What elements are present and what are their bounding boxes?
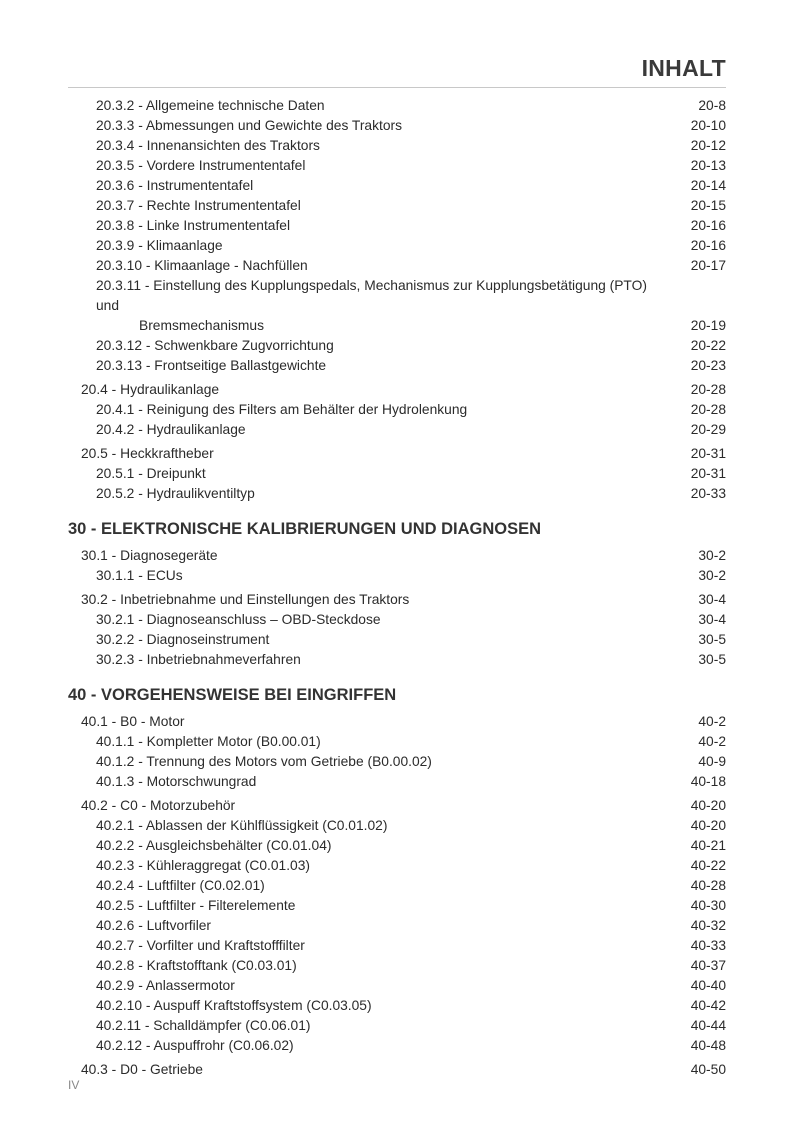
toc-entry-title: 40.2.7 - Vorfilter und Kraftstofffilter: [96, 938, 305, 953]
toc-entry-title: 20.3.12 - Schwenkbare Zugvorrichtung: [96, 338, 334, 353]
toc-entry-title: 40.2.11 - Schalldämpfer (C0.06.01): [96, 1018, 311, 1033]
toc-entry-title-continuation: Bremsmechanismus: [139, 318, 264, 333]
toc-entry-title-line: 20.3.11 - Einstellung des Kupplungspedals, Mechanismus zur Kupplungsbetätigung (PTO) und: [96, 278, 647, 313]
toc-entry-page: 40-2: [698, 714, 726, 729]
toc-entry-page: 20-16: [690, 238, 726, 253]
toc-entry-title: 40.2.6 - Luftvorfiler: [96, 918, 212, 933]
toc-entry[interactable]: [68, 196, 726, 216]
toc-entry[interactable]: [68, 176, 726, 196]
toc-entry-title: 40.2.4 - Luftfilter (C0.02.01): [96, 878, 265, 893]
toc-entry-title: 20.5 - Heckkraftheber: [81, 446, 214, 461]
toc-entry-page: 20-17: [690, 258, 726, 273]
toc-entry[interactable]: [68, 752, 726, 772]
toc-entry-page: 20-16: [690, 218, 726, 233]
toc-entry-title: 30.2.2 - Diagnoseinstrument: [96, 632, 270, 647]
toc-entry[interactable]: [68, 256, 726, 276]
toc-entry-page: 40-30: [690, 898, 726, 913]
toc-entry-page: 30-4: [698, 592, 726, 607]
toc-entry-page: 40-18: [690, 774, 726, 789]
toc-entry-title: 40.2 - C0 - Motorzubehör: [81, 798, 236, 813]
toc-group: [68, 712, 726, 792]
toc-entry-title: 20.3.9 - Klimaanlage: [96, 238, 223, 253]
toc-group: [68, 444, 726, 504]
toc-entry[interactable]: [68, 356, 726, 376]
toc-entry-page: 40-9: [698, 754, 726, 769]
toc-entry-page: 40-48: [690, 1038, 726, 1053]
toc-entry[interactable]: [68, 336, 726, 356]
toc-entry[interactable]: [68, 236, 726, 256]
section-heading: 30 - ELEKTRONISCHE KALIBRIERUNGEN UND DIAGNOSEN: [68, 520, 542, 538]
toc-entry-title: 20.4.2 - Hydraulikanlage: [96, 422, 246, 437]
toc-entry[interactable]: [68, 464, 726, 484]
toc-entry-title: 20.3.13 - Frontseitige Ballastgewichte: [96, 358, 327, 373]
toc-entry-title: 40.2.1 - Ablassen der Kühlflüssigkeit (C0.01.02): [96, 818, 388, 833]
toc-entry[interactable]: [68, 546, 726, 566]
toc-entry[interactable]: [68, 876, 726, 896]
toc-entry-page: 40-42: [690, 998, 726, 1013]
toc-entry[interactable]: [68, 116, 726, 136]
toc-entry-title: 20.3.6 - Instrumententafel: [96, 178, 254, 193]
toc-entry-page: 20-22: [690, 338, 726, 353]
toc-entry[interactable]: [68, 136, 726, 156]
toc-entry-page: 20-33: [690, 486, 726, 501]
toc-entry-title: 20.3.5 - Vordere Instrumententafel: [96, 158, 306, 173]
toc-entry-title: 40.1.2 - Trennung des Motors vom Getriebe (B0.00.02): [96, 754, 432, 769]
toc-entry-title: 20.4.1 - Reinigung des Filters am Behälter der Hydrolenkung: [96, 402, 468, 417]
toc-entry-page: 40-37: [690, 958, 726, 973]
toc-entry-page: 30-5: [698, 632, 726, 647]
header-divider: [68, 87, 726, 88]
toc-entry-page: 20-10: [690, 118, 726, 133]
toc-entry-page: 40-40: [690, 978, 726, 993]
toc-entry-page: 30-4: [698, 612, 726, 627]
toc-entry-page: 40-44: [690, 1018, 726, 1033]
toc-entry-page: 40-50: [690, 1062, 726, 1077]
toc-entry[interactable]: [68, 96, 726, 116]
toc-entry-title: 20.3.4 - Innenansichten des Traktors: [96, 138, 320, 153]
toc-entry[interactable]: [68, 650, 726, 670]
toc-entry-title: 30.2 - Inbetriebnahme und Einstellungen des Traktors: [81, 592, 410, 607]
toc-entry-page: 40-20: [690, 818, 726, 833]
toc-entry[interactable]: [68, 484, 726, 504]
toc-group: [68, 96, 726, 376]
toc-entry-page: 20-12: [690, 138, 726, 153]
toc-entry-title: 40.1.1 - Kompletter Motor (B0.00.01): [96, 734, 321, 749]
toc-entry[interactable]: [68, 610, 726, 630]
toc-entry[interactable]: [68, 1016, 726, 1036]
toc-entry-page: 30-5: [698, 652, 726, 667]
toc-group: [68, 380, 726, 440]
toc-entry-page: 30-2: [698, 548, 726, 563]
toc-entry-page: 20-23: [690, 358, 726, 373]
page-number: IV: [68, 1078, 80, 1092]
toc-group: [68, 590, 726, 670]
toc-entry[interactable]: [68, 996, 726, 1016]
toc-entry-title: 20.3.8 - Linke Instrumententafel: [96, 218, 291, 233]
toc-entry-title: 20.5.2 - Hydraulikventiltyp: [96, 486, 255, 501]
toc-entry-title: 40.2.8 - Kraftstofftank (C0.03.01): [96, 958, 297, 973]
toc-entry[interactable]: [68, 772, 726, 792]
toc-entry-title: 30.2.3 - Inbetriebnahmeverfahren: [96, 652, 301, 667]
toc-entry-page: 20-31: [690, 446, 726, 461]
toc-entry[interactable]: [68, 590, 726, 610]
toc-entry-page: 40-22: [690, 858, 726, 873]
toc-entry-title: 20.5.1 - Dreipunkt: [96, 466, 206, 481]
toc-entry[interactable]: [68, 816, 726, 836]
toc-entry-page: 40-2: [698, 734, 726, 749]
toc-entry-title: 20.3.3 - Abmessungen und Gewichte des Traktors: [96, 118, 403, 133]
toc-entry-page: 40-20: [690, 798, 726, 813]
toc-entry-page: 20-31: [690, 466, 726, 481]
toc-entry-title: 40.2.12 - Auspuffrohr (C0.06.02): [96, 1038, 294, 1053]
toc-entry[interactable]: [68, 630, 726, 650]
toc-entry-title: 20.3.2 - Allgemeine technische Daten: [96, 98, 325, 113]
toc-entry[interactable]: [68, 216, 726, 236]
toc-entry-title: 20.3.7 - Rechte Instrumententafel: [96, 198, 301, 213]
toc-entry-title: 20.4 - Hydraulikanlage: [81, 382, 220, 397]
toc-entry[interactable]: [68, 956, 726, 976]
toc-group: [68, 546, 726, 586]
toc-entry[interactable]: [68, 796, 726, 816]
toc-entry-title: 40.1 - B0 - Motor: [81, 714, 185, 729]
toc-group: [68, 796, 726, 1056]
toc-entry-page: 20-29: [690, 422, 726, 437]
toc-entry[interactable]: [68, 1060, 726, 1080]
toc-entry-title: 30.1 - Diagnosegeräte: [81, 548, 218, 563]
toc-entry-page: 20-13: [690, 158, 726, 173]
toc-entry-title: [68, 276, 666, 336]
toc-entry[interactable]: [68, 156, 726, 176]
toc-entry-page: 40-32: [690, 918, 726, 933]
toc-entry[interactable]: [68, 732, 726, 752]
toc-entry[interactable]: [68, 936, 726, 956]
toc-entry[interactable]: [68, 400, 726, 420]
toc-entry[interactable]: [68, 712, 726, 732]
toc-entry-page: 30-2: [698, 568, 726, 583]
toc-entry-title: 40.2.3 - Kühleraggregat (C0.01.03): [96, 858, 310, 873]
toc-entry[interactable]: [68, 444, 726, 464]
toc-entry-page: 40-21: [690, 838, 726, 853]
toc-entry[interactable]: [68, 896, 726, 916]
toc-entry-title: 40.1.3 - Motorschwungrad: [96, 774, 257, 789]
toc-entry-page: 20-28: [690, 382, 726, 397]
toc-entry-title: 40.2.2 - Ausgleichsbehälter (C0.01.04): [96, 838, 332, 853]
toc-entry-title: 40.2.9 - Anlassermotor: [96, 978, 235, 993]
toc-entry-title: 30.2.1 - Diagnoseanschluss – OBD-Steckdose: [96, 612, 381, 627]
toc-entry-page: 20-28: [690, 402, 726, 417]
toc-entry-page: 40-33: [690, 938, 726, 953]
toc-group: [68, 1060, 726, 1080]
toc-entry-title: 40.2.10 - Auspuff Kraftstoffsystem (C0.03.05): [96, 998, 372, 1013]
toc-entry-page: 20-14: [690, 178, 726, 193]
toc-entry[interactable]: [68, 856, 726, 876]
toc-entry-title: 40.2.5 - Luftfilter - Filterelemente: [96, 898, 296, 913]
toc-entry[interactable]: [68, 420, 726, 440]
toc-entry[interactable]: [68, 1036, 726, 1056]
toc-entry-page: 20-15: [690, 198, 726, 213]
toc-entry-page: 20-19: [690, 318, 726, 333]
toc-entry[interactable]: [68, 276, 726, 336]
toc-entry-page: 40-28: [690, 878, 726, 893]
table-of-contents: [68, 92, 726, 1080]
toc-entry[interactable]: [68, 380, 726, 400]
toc-entry-page: 20-8: [698, 98, 726, 113]
toc-entry[interactable]: [68, 836, 726, 856]
toc-entry-title: 20.3.10 - Klimaanlage - Nachfüllen: [96, 258, 308, 273]
toc-entry-title: 30.1.1 - ECUs: [96, 568, 183, 583]
page-title: INHALT: [641, 55, 726, 81]
section-heading: 40 - VORGEHENSWEISE BEI EINGRIFFEN: [68, 686, 397, 704]
toc-entry[interactable]: [68, 566, 726, 586]
toc-entry[interactable]: [68, 976, 726, 996]
toc-entry[interactable]: [68, 916, 726, 936]
toc-entry-title: 40.3 - D0 - Getriebe: [81, 1062, 203, 1077]
